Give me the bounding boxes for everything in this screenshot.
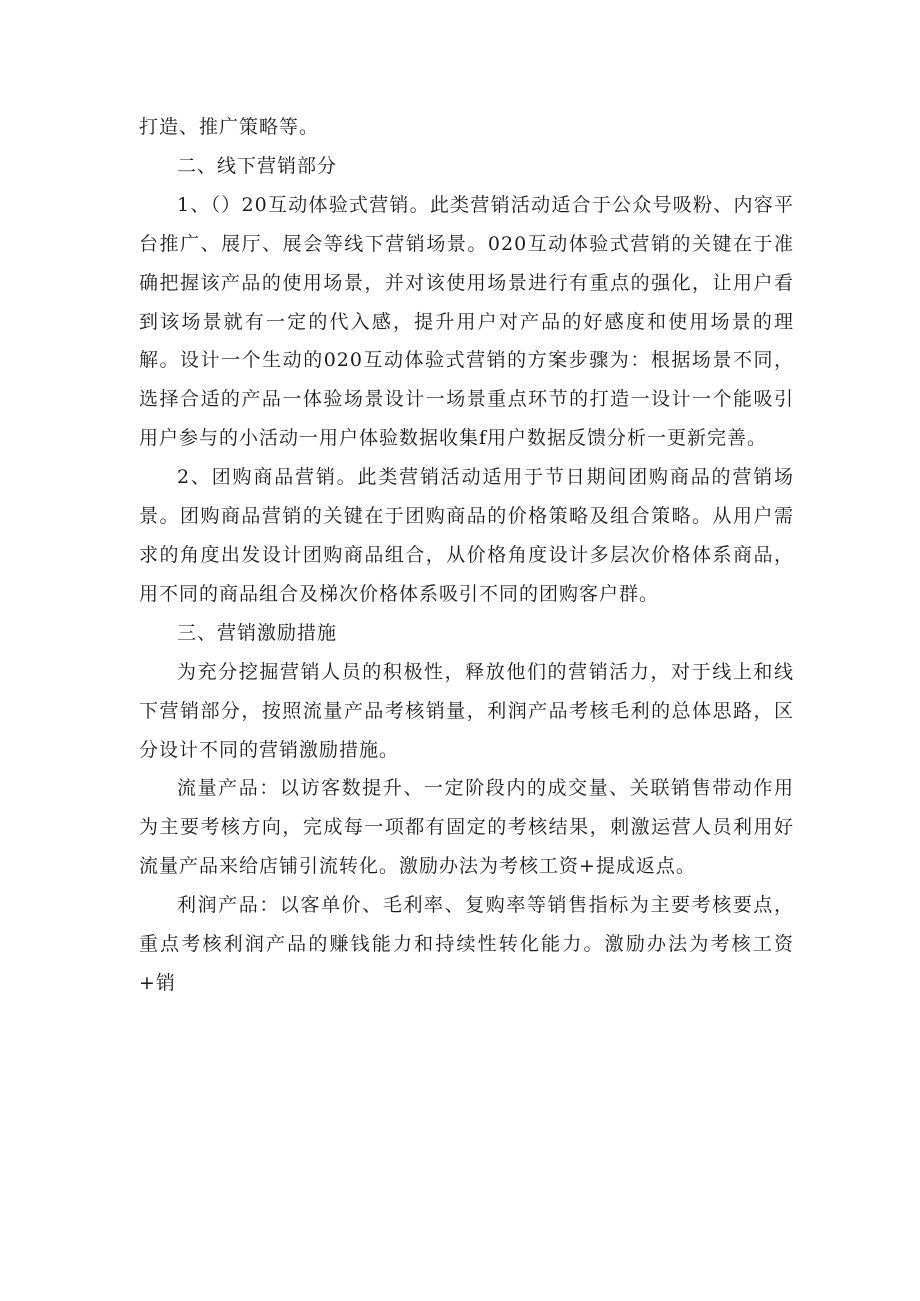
paragraph-profit-products: 利润产品：以客单价、毛利率、复购率等销售指标为主要考核要点，重点考核利润产品的赚钱能力和持续性转化能力。激励办法为考核工资+销 [139, 894, 794, 994]
section-heading-incentives: 三、营销激励措施 [177, 621, 338, 644]
paragraph-o2o-marketing: 1、（）20互动体验式营销。此类营销活动适合于公众号吸粉、内容平台推广、展厅、展会等线下营销场景。020互动体验式营销的关键在于准确把握该产品的使用场景，并对该使用场景进行有重点的强化，让用户看到该场景就有一定的代入感，提升用户对产品的好感度和使用场景的理解。设计一个生动的020互动体验式营销的方案步骤为：根据场景不同，选择合适的产品一体验场景设计一场景重点环节的打造一设计一个能吸引用户参与的小活动一用户体验数据收集f用户数据反馈分析一更新完善。 [139, 193, 794, 450]
paragraph-group-buying: 2、团购商品营销。此类营销活动适用于节日期间团购商品的营销场景。团购商品营销的关键在于团购商品的价格策略及组合策略。从用户需求的角度出发设计团购商品组合，从价格角度设计多层次价格体系商品，用不同的商品组合及梯次价格体系吸引不同的团购客户群。 [139, 466, 794, 605]
paragraph-traffic-products: 流量产品：以访客数提升、一定阶段内的成交量、关联销售带动作用为主要考核方向，完成每一项都有固定的考核结果，刺激运营人员利用好流量产品来给店铺引流转化。激励办法为考核工资+提成返点。 [139, 777, 794, 878]
paragraph-incentive-intro: 为充分挖掘营销人员的积极性，释放他们的营销活力，对于线上和线下营销部分，按照流量产品考核销量，利润产品考核毛利的总体思路，区分设计不同的营销激励措施。 [139, 660, 794, 761]
section-heading-offline-marketing: 二、线下营销部分 [177, 154, 338, 177]
paragraph-continuation: 打造、推广策略等。 [139, 116, 320, 138]
document-body [139, 108, 794, 1003]
